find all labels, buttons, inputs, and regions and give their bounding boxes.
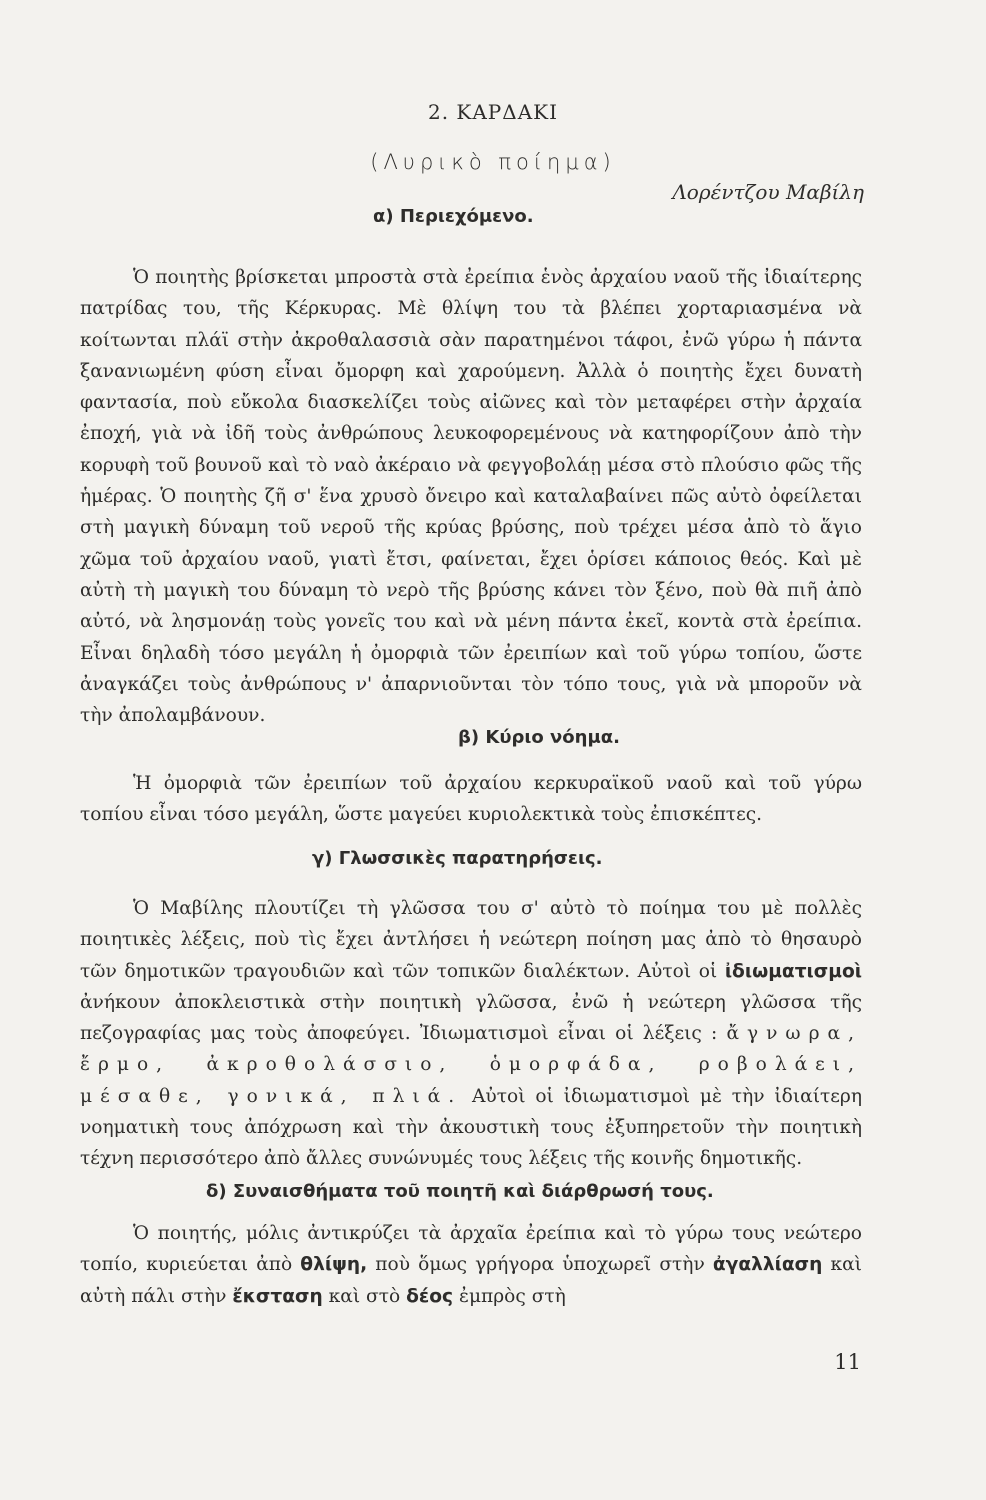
author-name: Λορέντζου Μαβίλη [672,180,864,204]
emphasis-ecstasy: ἔκσταση [232,1285,323,1307]
page-number: 11 [834,1350,861,1374]
paragraph-main-idea: Ἡ ὀμορφιὰ τῶν ἐρειπίων τοῦ ἀρχαίου κερκυραϊκοῦ ναοῦ καὶ τοῦ γύρω τοπίου εἶναι τόσο μεγάλη, ὥστε μαγεύει κυριολεκτικὰ τοὺς ἐπισκέπτες. [80,773,862,826]
chapter-title: 2. ΚΑΡΔΑΚΙ [427,100,558,124]
feelings-text-1: Ὁ ποιητής, μόλις ἀντικρύζει τὰ ἀρχαῖα ἐρείπια καὶ τὸ γύρω τους νεώτερο τοπίο, κυριεύεται ἀπὸ [80,1223,862,1276]
feelings-text-3: καὶ αὐτὴ πάλι στὴν [80,1254,862,1307]
emphasis-awe: δέος [406,1285,454,1307]
paragraph-content: Ὁ ποιητὴς βρίσκεται μπροστὰ στὰ ἐρείπια ἑνὸς ἀρχαίου ναοῦ τῆς ἰδιαίτερης πατρίδας του, τῆς Κέρκυρας. Μὲ θλίψη του τὰ βλέπει χορταριασμένα νὰ κοίτωνται πλάϊ στὴν ἀκροθαλασσιὰ σὰν παρατημένοι τάφοι, ἐνῶ γύρω ἡ πάντα ξανανιωμένη φύση εἶναι ὄμορφη καὶ χαρούμενη. Ἀλλὰ ὁ ποιητὴς ἔχει δυνατὴ φαντασία, ποὺ εὔκολα διασκελίζει τοὺς αἰῶνες καὶ τὸν μεταφέρει στὴν ἀρχαία ἐποχή, γιὰ νὰ ἰδῆ τοὺς ἀνθρώπους λευκοφορεμένους νὰ κατηφορίζουν ἀπὸ τὴν κορυφὴ τοῦ βουνοῦ καὶ τὸ ναὸ ἀκέραιο νὰ φεγγοβολάῃ μέσα στὸ πλούσιο φῶς τῆς ἡμέρας. Ὁ ποιητὴς ζῆ σ' ἕνα χρυσὸ ὄνειρο καὶ καταλαβαίνει πῶς αὐτὸ ὀφείλεται στὴ μαγικὴ δύναμη τοῦ νεροῦ τῆς κρύας βρύσης, ποὺ τρέχει μέσα ἀπὸ τὸ ἅγιο χῶμα τοῦ ἀρχαίου ναοῦ, γιατὶ ἔτσι, φαίνεται, ἔχει ὁρίσει κάποιος θεός. Καὶ μὲ αὐτὴ τὴ μαγικὴ του δύναμη τὸ νερὸ τῆς βρύσης κάνει τὸν ξένο, ποὺ θὰ πιῆ ἀπὸ αὐτό, νὰ λησμονάῃ τοὺς γονεῖς του καὶ νὰ μένη πάντα ἐκεῖ, κοντὰ στὰ ἐρείπια. Εἶναι δηλαδὴ τόσο μεγάλη ἡ ὀμορφιὰ τῶν ἐρειπίων καὶ τοῦ γύρω τοπίου, ὥστε ἀναγκάζει τοὺς ἀνθρώπους ν' ἀπαρνιοῦνται τὸν τόπο τους, γιὰ νὰ μποροῦν νὰ τὴν ἀπολαμβάνουν. [80,267,862,727]
feelings-text-2: ποὺ ὅμως γρήγορα ὑποχωρεῖ στὴν [375,1254,705,1276]
language-notes-text-3: Αὐτοὶ οἱ ἰδιωματισμοὶ μὲ τὴν ἰδιαίτερη νοηματικὴ τους ἀπόχρωση καὶ τὴν ἀκουστικὴ τους ἐξυπηρετοῦν τὴν ποιητικὴ τέχνη περισσότερο ἀπὸ ἄλλες συνώνυμές τους λέξεις τῆς κοινῆς δημοτικῆς. [80,1085,862,1170]
section-heading-feelings: δ) Συναισθήματα τοῦ ποιητῆ καὶ διάρθρωσή τους. [206,1181,714,1202]
section-heading-language-notes: γ) Γλωσσικὲς παρατηρήσεις. [312,848,603,869]
paragraph-feelings [80,1218,862,1312]
poem-subtitle: (Λυρικὸ ποίημα) [370,150,616,174]
section-heading-main-idea: β) Κύριο νόημα. [458,727,620,748]
idiom-words-list: ἄγνωρα, ἔρμο, ἀκροθολάσσιο, ὁμορφάδα, ροβολάει, μέσαθε, γονικά, πλιά. [80,1023,862,1107]
feelings-text-5: ἐμπρὸς στὴ [458,1285,566,1307]
section-heading-content: α) Περιεχόμενο. [373,206,534,227]
paragraph-language-notes [80,893,862,1175]
feelings-text-4: καὶ στὸ [328,1285,401,1307]
language-notes-text-2: ἀνήκουν ἀποκλειστικὰ στὴν ποιητικὴ γλῶσσα, ἐνῶ ἡ νεώτερη γλῶσσα τῆς πεζογραφίας μας τοὺς ἀποφεύγει. Ἰδιωματισμοὶ εἶναι οἱ λέξεις : [80,991,862,1045]
emphasis-sorrow: θλίψη, [300,1254,368,1276]
emphasis-joy: ἀγαλλίαση [712,1254,823,1276]
idioms-term: ἰδιωματισμοὶ [724,960,862,982]
language-notes-text-1: Ὁ Μαβίλης πλουτίζει τὴ γλῶσσα του σ' αὐτὸ τὸ ποίημα του μὲ πολλὲς ποιητικὲς λέξεις, ποὺ τὶς ἔχει ἀντλήσει ἡ νεώτερη ποίηση μας ἀπὸ τὸ θησαυρὸ τῶν δημοτικῶν τραγουδιῶν καὶ τῶν τοπικῶν διαλέκτων. Αὐτοὶ οἱ [80,898,862,982]
